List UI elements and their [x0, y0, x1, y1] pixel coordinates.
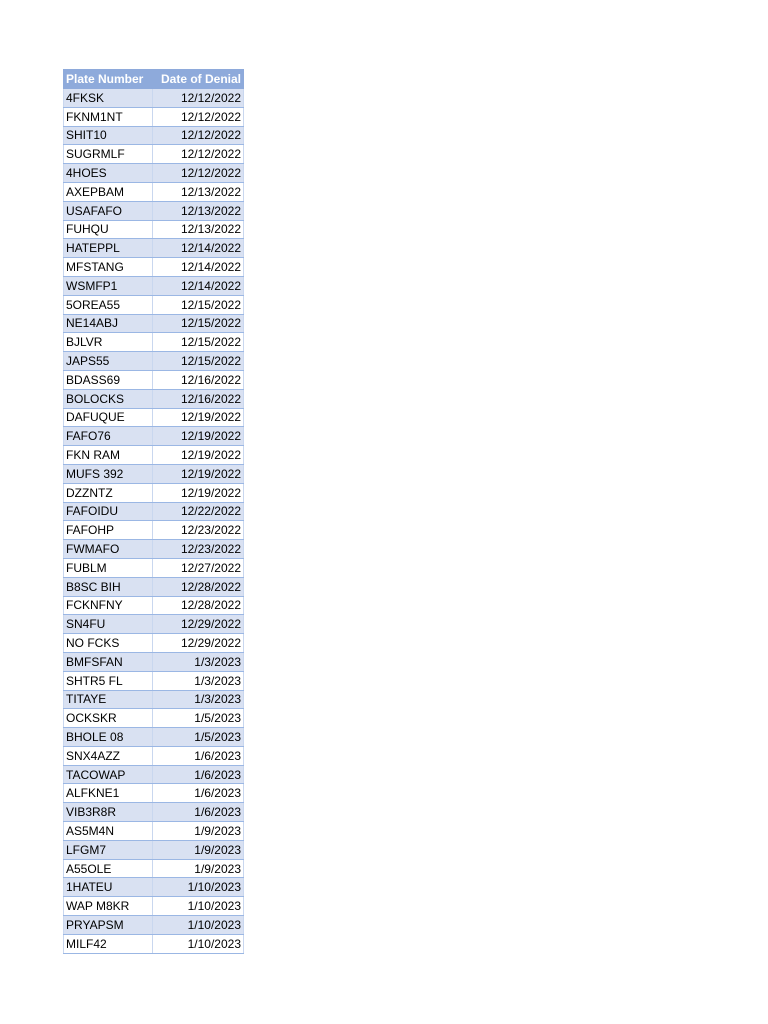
date-of-denial-cell[interactable]: 12/19/2022	[153, 446, 244, 465]
plate-number-cell[interactable]: FWMAFO	[64, 540, 153, 559]
plate-number-cell[interactable]: 1HATEU	[64, 878, 153, 897]
date-of-denial-cell[interactable]: 12/28/2022	[153, 596, 244, 615]
date-of-denial-cell[interactable]: 12/19/2022	[153, 427, 244, 446]
date-of-denial-cell[interactable]: 1/6/2023	[153, 803, 244, 822]
table-row	[64, 596, 244, 615]
plate-number-cell[interactable]: AS5M4N	[64, 822, 153, 841]
table-row	[64, 859, 244, 878]
table-row	[64, 258, 244, 277]
table-row	[64, 464, 244, 483]
table-row	[64, 728, 244, 747]
date-of-denial-cell[interactable]: 1/10/2023	[153, 897, 244, 916]
plate-number-cell[interactable]: 4FKSK	[64, 89, 153, 108]
date-of-denial-cell[interactable]: 1/5/2023	[153, 709, 244, 728]
plate-number-cell[interactable]: SN4FU	[64, 615, 153, 634]
plate-number-cell[interactable]: B8SC BIH	[64, 577, 153, 596]
table-row	[64, 408, 244, 427]
date-of-denial-cell[interactable]: 12/23/2022	[153, 540, 244, 559]
table-row	[64, 765, 244, 784]
plate-number-cell[interactable]: BOLOCKS	[64, 389, 153, 408]
date-of-denial-cell[interactable]: 12/15/2022	[153, 314, 244, 333]
table-row	[64, 201, 244, 220]
date-of-denial-cell[interactable]: 12/12/2022	[153, 107, 244, 126]
date-of-denial-cell[interactable]: 1/9/2023	[153, 822, 244, 841]
table-row	[64, 446, 244, 465]
date-of-denial-cell[interactable]: 12/12/2022	[153, 164, 244, 183]
table-row	[64, 333, 244, 352]
date-of-denial-cell[interactable]: 1/9/2023	[153, 859, 244, 878]
table-row	[64, 483, 244, 502]
table-body	[64, 89, 244, 954]
table-row	[64, 897, 244, 916]
table-row	[64, 314, 244, 333]
date-of-denial-cell[interactable]: 12/12/2022	[153, 126, 244, 145]
table-row	[64, 164, 244, 183]
date-of-denial-cell[interactable]: 12/29/2022	[153, 634, 244, 653]
plate-number-cell[interactable]: BMFSFAN	[64, 652, 153, 671]
table-row	[64, 182, 244, 201]
table-row	[64, 615, 244, 634]
plate-number-cell[interactable]: TACOWAP	[64, 765, 153, 784]
table-row	[64, 276, 244, 295]
plate-number-cell[interactable]: SUGRMLF	[64, 145, 153, 164]
plate-number-cell[interactable]: BHOLE 08	[64, 728, 153, 747]
table-row	[64, 427, 244, 446]
table-row	[64, 107, 244, 126]
plate-number-cell[interactable]: BDASS69	[64, 370, 153, 389]
date-of-denial-cell[interactable]: 1/3/2023	[153, 690, 244, 709]
plate-number-cell[interactable]: USAFAFO	[64, 201, 153, 220]
date-of-denial-cell[interactable]: 12/13/2022	[153, 182, 244, 201]
date-of-denial-cell[interactable]: 12/29/2022	[153, 615, 244, 634]
date-of-denial-cell[interactable]: 12/14/2022	[153, 239, 244, 258]
table-row	[64, 671, 244, 690]
date-of-denial-cell[interactable]: 12/23/2022	[153, 521, 244, 540]
table-row	[64, 577, 244, 596]
plate-number-cell[interactable]: ALFKNE1	[64, 784, 153, 803]
date-of-denial-cell[interactable]: 12/15/2022	[153, 333, 244, 352]
date-of-denial-cell[interactable]: 12/19/2022	[153, 483, 244, 502]
date-of-denial-cell[interactable]: 12/19/2022	[153, 408, 244, 427]
column-header-date-of-denial[interactable]: Date of Denial	[153, 70, 244, 89]
table-row	[64, 558, 244, 577]
date-of-denial-cell[interactable]: 12/16/2022	[153, 389, 244, 408]
plate-number-cell[interactable]: HATEPPL	[64, 239, 153, 258]
plate-number-cell[interactable]: NE14ABJ	[64, 314, 153, 333]
plate-number-cell[interactable]: OCKSKR	[64, 709, 153, 728]
table-row	[64, 840, 244, 859]
table-row	[64, 803, 244, 822]
table-row	[64, 690, 244, 709]
plate-number-cell[interactable]: FCKNFNY	[64, 596, 153, 615]
date-of-denial-cell[interactable]: 12/13/2022	[153, 201, 244, 220]
table-row	[64, 89, 244, 108]
date-of-denial-cell[interactable]: 1/3/2023	[153, 671, 244, 690]
plate-number-cell[interactable]: WSMFP1	[64, 276, 153, 295]
plate-number-cell[interactable]: FAFO76	[64, 427, 153, 446]
table-row	[64, 145, 244, 164]
date-of-denial-cell[interactable]: 12/15/2022	[153, 295, 244, 314]
table-row	[64, 746, 244, 765]
plate-number-cell[interactable]: AXEPBAM	[64, 182, 153, 201]
table-row	[64, 652, 244, 671]
table-row	[64, 239, 244, 258]
plate-number-cell[interactable]: NO FCKS	[64, 634, 153, 653]
plate-number-cell[interactable]: FKNM1NT	[64, 107, 153, 126]
table-row	[64, 521, 244, 540]
header-row	[64, 70, 244, 89]
date-of-denial-cell[interactable]: 1/10/2023	[153, 934, 244, 953]
table-row	[64, 295, 244, 314]
plate-number-cell[interactable]: SHIT10	[64, 126, 153, 145]
date-of-denial-cell[interactable]: 12/12/2022	[153, 145, 244, 164]
date-of-denial-cell[interactable]: 12/27/2022	[153, 558, 244, 577]
plate-number-cell[interactable]: DZZNTZ	[64, 483, 153, 502]
date-of-denial-cell[interactable]: 1/6/2023	[153, 784, 244, 803]
date-of-denial-cell[interactable]: 12/19/2022	[153, 464, 244, 483]
plate-number-cell[interactable]: FUBLM	[64, 558, 153, 577]
table-row	[64, 878, 244, 897]
date-of-denial-cell[interactable]: 1/9/2023	[153, 840, 244, 859]
plate-number-cell[interactable]: JAPS55	[64, 352, 153, 371]
table-row	[64, 934, 244, 953]
plate-number-cell[interactable]: 5OREA55	[64, 295, 153, 314]
plate-number-cell[interactable]: FAFOHP	[64, 521, 153, 540]
plate-number-cell[interactable]: SHTR5 FL	[64, 671, 153, 690]
column-header-plate-number[interactable]: Plate Number	[64, 70, 153, 89]
table-row	[64, 220, 244, 239]
plate-number-cell[interactable]: BJLVR	[64, 333, 153, 352]
table-row	[64, 709, 244, 728]
table-row	[64, 916, 244, 935]
table-row	[64, 502, 244, 521]
plate-number-cell[interactable]: VIB3R8R	[64, 803, 153, 822]
table-row	[64, 389, 244, 408]
plate-number-cell[interactable]: MFSTANG	[64, 258, 153, 277]
date-of-denial-cell[interactable]: 1/3/2023	[153, 652, 244, 671]
plate-number-cell[interactable]: WAP M8KR	[64, 897, 153, 916]
table-row	[64, 634, 244, 653]
date-of-denial-cell[interactable]: 12/28/2022	[153, 577, 244, 596]
date-of-denial-cell[interactable]: 1/10/2023	[153, 916, 244, 935]
table-row	[64, 822, 244, 841]
plate-number-cell[interactable]: FAFOIDU	[64, 502, 153, 521]
date-of-denial-cell[interactable]: 1/6/2023	[153, 765, 244, 784]
table-row	[64, 126, 244, 145]
plate-number-cell[interactable]: SNX4AZZ	[64, 746, 153, 765]
plate-number-cell[interactable]: MUFS 392	[64, 464, 153, 483]
plate-number-cell[interactable]: 4HOES	[64, 164, 153, 183]
date-of-denial-cell[interactable]: 12/12/2022	[153, 89, 244, 108]
date-of-denial-cell[interactable]: 12/15/2022	[153, 352, 244, 371]
date-of-denial-cell[interactable]: 12/14/2022	[153, 276, 244, 295]
plate-number-cell[interactable]: MILF42	[64, 934, 153, 953]
plate-number-cell[interactable]: TITAYE	[64, 690, 153, 709]
date-of-denial-cell[interactable]: 12/22/2022	[153, 502, 244, 521]
plate-number-cell[interactable]: A55OLE	[64, 859, 153, 878]
date-of-denial-cell[interactable]: 1/5/2023	[153, 728, 244, 747]
plate-number-cell[interactable]: FKN RAM	[64, 446, 153, 465]
table-row	[64, 352, 244, 371]
plate-number-cell[interactable]: LFGM7	[64, 840, 153, 859]
table-row	[64, 370, 244, 389]
date-of-denial-cell[interactable]: 12/14/2022	[153, 258, 244, 277]
table-row	[64, 540, 244, 559]
plate-number-cell[interactable]: DAFUQUE	[64, 408, 153, 427]
date-of-denial-cell[interactable]: 12/13/2022	[153, 220, 244, 239]
table-row	[64, 784, 244, 803]
date-of-denial-cell[interactable]: 1/6/2023	[153, 746, 244, 765]
plate-number-cell[interactable]: PRYAPSM	[64, 916, 153, 935]
date-of-denial-cell[interactable]: 12/16/2022	[153, 370, 244, 389]
date-of-denial-cell[interactable]: 1/10/2023	[153, 878, 244, 897]
plate-number-cell[interactable]: FUHQU	[64, 220, 153, 239]
denied-plates-table	[63, 69, 244, 954]
